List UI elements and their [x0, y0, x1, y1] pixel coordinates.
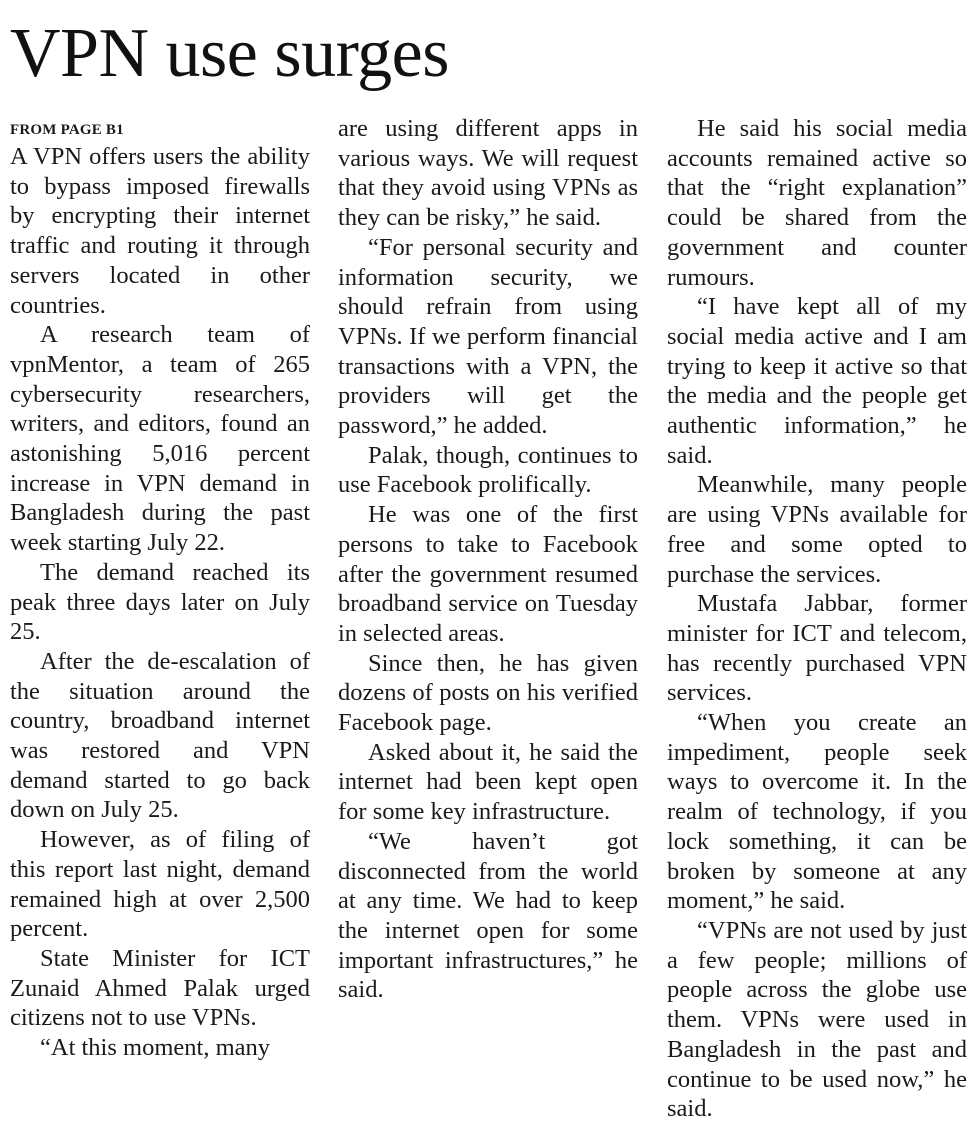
paragraph: “At this moment, many	[40, 1034, 270, 1062]
paragraph: State Minister for ICT Zunaid Ahmed Palak urged citizens not to use VPNs.	[10, 944, 310, 1032]
paragraph: “When you create an impediment, people seek ways to overcome it. In the realm of technology, if you lock something, it can be broken by someone at any moment,” he said.	[667, 709, 967, 915]
paragraph: He was one of the first persons to take to Facebook after the government resumed broadband service on Tuesday in selected areas.	[338, 501, 638, 647]
headline: VPN use surges	[10, 15, 449, 92]
paragraph: He said his social media accounts remained active so that the “right explanation” could be shared from the government and counter rumours.	[667, 115, 967, 291]
paragraph: Meanwhile, many people are using VPNs available for free and some opted to purchase the services.	[667, 471, 967, 588]
paragraph: After the de-escalation of the situation around the country, broadband internet was restored and VPN demand started to go back down on July 25.	[10, 647, 310, 824]
paragraph: Asked about it, he said the internet had been kept open for some key infrastructure.	[338, 738, 638, 826]
paragraph: “VPNs are not used by just a few people; millions of people across the globe use them. VPNs were used in Bangladesh in the past and continue to be used now,” he said.	[667, 916, 967, 1123]
paragraph: “For personal security and information security, we should refrain from using VPNs. If we perform financial transactions with a VPN, the providers will get the password,” he added.	[338, 233, 638, 440]
paragraph: “I have kept all of my social media active and I am trying to keep it active so that the media and the people get authentic information,” he said.	[667, 293, 967, 469]
column-3	[667, 114, 967, 1124]
paragraph: Mustafa Jabbar, former minister for ICT and telecom, has recently purchased VPN services.	[667, 590, 967, 707]
paragraph: The demand reached its peak three days later on July 25.	[10, 558, 310, 646]
column-2	[338, 114, 638, 1005]
continued-from-label: FROM PAGE B1	[10, 122, 124, 138]
paragraph: “We haven’t got disconnected from the world at any time. We had to keep the internet open for some important infrastructures,” he said.	[338, 827, 638, 1004]
column-1	[10, 114, 310, 1063]
paragraph: A research team of vpnMentor, a team of 265 cybersecurity researchers, writers, and editors, found an astonishing 5,016 percent increase in VPN demand in Bangladesh during the past week starting July 22.	[10, 321, 310, 557]
paragraph: Since then, he has given dozens of posts on his verified Facebook page.	[338, 649, 638, 737]
paragraph: A VPN offers users the ability to bypass imposed firewalls by encrypting their internet traffic and routing it through servers located in other countries.	[10, 143, 310, 319]
paragraph: Palak, though, continues to use Facebook prolifically.	[338, 441, 638, 499]
paragraph: However, as of filing of this report last night, demand remained high at over 2,500 percent.	[10, 826, 310, 943]
paragraph: are using different apps in various ways. We will request that they avoid using VPNs as they can be risky,” he said.	[338, 115, 638, 232]
